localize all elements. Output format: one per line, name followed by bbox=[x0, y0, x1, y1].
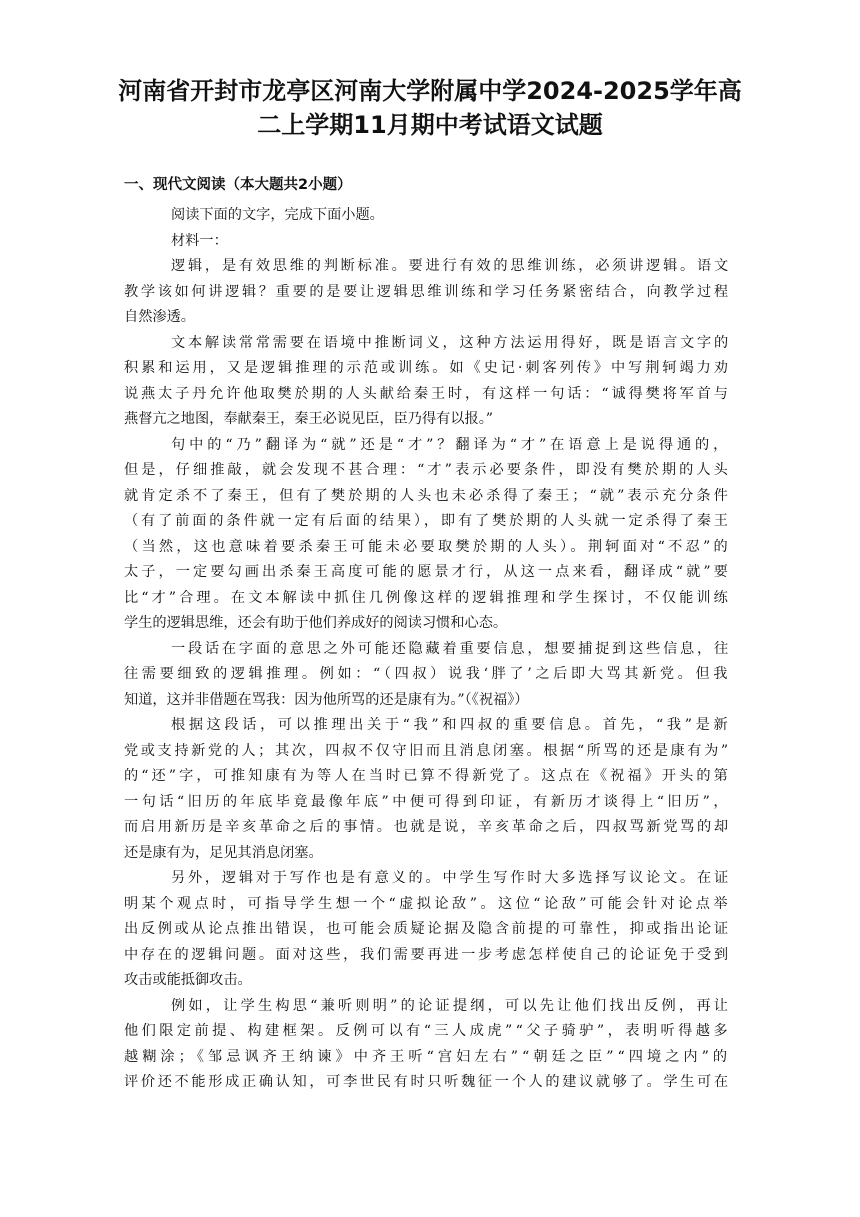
text-line: 就肯定杀不了秦王，但有了樊於期的人头也未必杀得了秦王；“就”表示充分条件 bbox=[124, 487, 731, 504]
text-line: 明某个观点时，可指导学生想一个“虚拟论敌”。这位“论敌”可能会针对论点举 bbox=[124, 895, 731, 912]
text-line: 出反例或从论点推出错误，也可能会质疑论据及隐含前提的可靠性，抑或指出论证 bbox=[124, 921, 731, 937]
text-line: 教学该如何讲逻辑？重要的是要让逻辑思维训练和学习任务紧密结合，向教学过程 bbox=[124, 283, 731, 300]
text-line: 句中的“乃”翻译为“就”还是“才”？翻译为“才”在语意上是说得通的， bbox=[171, 436, 732, 453]
title-line-1: 河南省开封市龙亭区河南大学附属中学2024-2025学年高 bbox=[118, 77, 742, 105]
text-line: 逻辑，是有效思维的判断标准。要进行有效的思维训练，必须讲逻辑。语文 bbox=[171, 258, 731, 274]
text-line: 学生的逻辑思维，还会有助于他们养成好的阅读习惯和心态。 bbox=[124, 615, 508, 631]
text-line: 另外，逻辑对于写作也是有意义的。中学生写作时大多选择写议论文。在证 bbox=[171, 870, 731, 886]
text-line: 文本解读常常需要在语境中推断词义，这种方法运用得好，既是语言文字的 bbox=[171, 334, 731, 351]
text-line: 材料一： bbox=[171, 232, 228, 249]
text-line: 中存在的逻辑问题。面对这些，我们需要再进一步考虑怎样使自己的论证免于受到 bbox=[124, 946, 731, 963]
text-line: 往需要细致的逻辑推理。例如：“（四叔）说我‘胖了’之后即大骂其新党。但我 bbox=[124, 666, 732, 682]
text-line: 评价还不能形成正确认知，可李世民有时只听魏征一个人的建议就够了。学生可在 bbox=[124, 1074, 731, 1090]
text-line: 越糊涂；《邹忌讽齐王纳谏》中齐王听“宫妇左右”“朝廷之臣”“四境之内”的 bbox=[124, 1048, 732, 1065]
title-line-2: 二上学期11月期中考试语文试题 bbox=[257, 111, 603, 139]
text-line: 积累和运用，又是逻辑推理的示范或训练。如《史记·刺客列传》中写荆轲竭力劝 bbox=[124, 360, 731, 376]
text-line: 一段话在字面的意思之外可能还隐藏着重要信息，想要捕捉到这些信息，往 bbox=[171, 640, 731, 657]
text-line: 的“还”字，可推知康有为等人在当时已算不得新党了。这点在《祝福》开头的第 bbox=[124, 768, 731, 784]
text-line: 例如，让学生构思“兼听则明”的论证提纲，可以先让他们找出反例，再让 bbox=[171, 997, 732, 1014]
text-line: 燕督亢之地图，奉献秦王，秦王必说见臣，臣乃得有以报。” bbox=[124, 411, 494, 427]
text-line: 党或支持新党的人；其次，四叔不仅守旧而且消息闭塞。根据“所骂的还是康有为” bbox=[124, 742, 731, 759]
text-line: （当然，这也意味着要杀秦王可能未必要取樊於期的人头）。荆轲面对“不忍”的 bbox=[124, 538, 731, 555]
text-line: （有了前面的条件就一定有后面的结果），即有了樊於期的人头就一定杀得了秦王 bbox=[124, 513, 731, 529]
text-line: 知道，这并非借题在骂我：因为他所骂的还是康有为。”（《祝福》） bbox=[124, 691, 529, 708]
text-line: 一句话“旧历的年底毕竟最像年底”中便可得到印证，有新历才谈得上“旧历”， bbox=[124, 793, 731, 810]
document-title bbox=[100, 74, 760, 142]
text-line: 攻击或能抵御攻击。 bbox=[124, 972, 252, 988]
text-line: 根据这段话，可以推理出关于“我”和四叔的重要信息。首先，“我”是新 bbox=[171, 717, 732, 733]
text-line: 太子，一定要勾画出杀秦王高度可能的愿景才行，从这一点来看，翻译成“就”要 bbox=[124, 564, 731, 580]
text-line: 自然渗透。 bbox=[124, 309, 195, 325]
text-line: 他们限定前提、构建框架。反例可以有“三人成虎”“父子骑驴”，表明听得越多 bbox=[124, 1023, 731, 1039]
section-heading: 一、现代文阅读（本大题共2小题） bbox=[124, 177, 352, 193]
text-line: 但是，仔细推敲，就会发现不甚合理：“才”表示必要条件，即没有樊於期的人头 bbox=[124, 462, 731, 478]
text-line: 而启用新历是辛亥革命之后的事情。也就是说，辛亥革命之后，四叔骂新党骂的却 bbox=[124, 819, 731, 835]
document-body bbox=[124, 203, 730, 1096]
text-line: 阅读下面的文字，完成下面小题。 bbox=[171, 207, 384, 223]
text-line: 比“才”合理。在文本解读中抓住几例像这样的逻辑推理和学生探讨，不仅能训练 bbox=[124, 589, 731, 606]
text-line: 说燕太子丹允许他取樊於期的人头献给秦王时，有这样一句话：“诚得樊将军首与 bbox=[124, 385, 731, 402]
text-line: 还是康有为，足见其消息闭塞。 bbox=[124, 844, 323, 861]
